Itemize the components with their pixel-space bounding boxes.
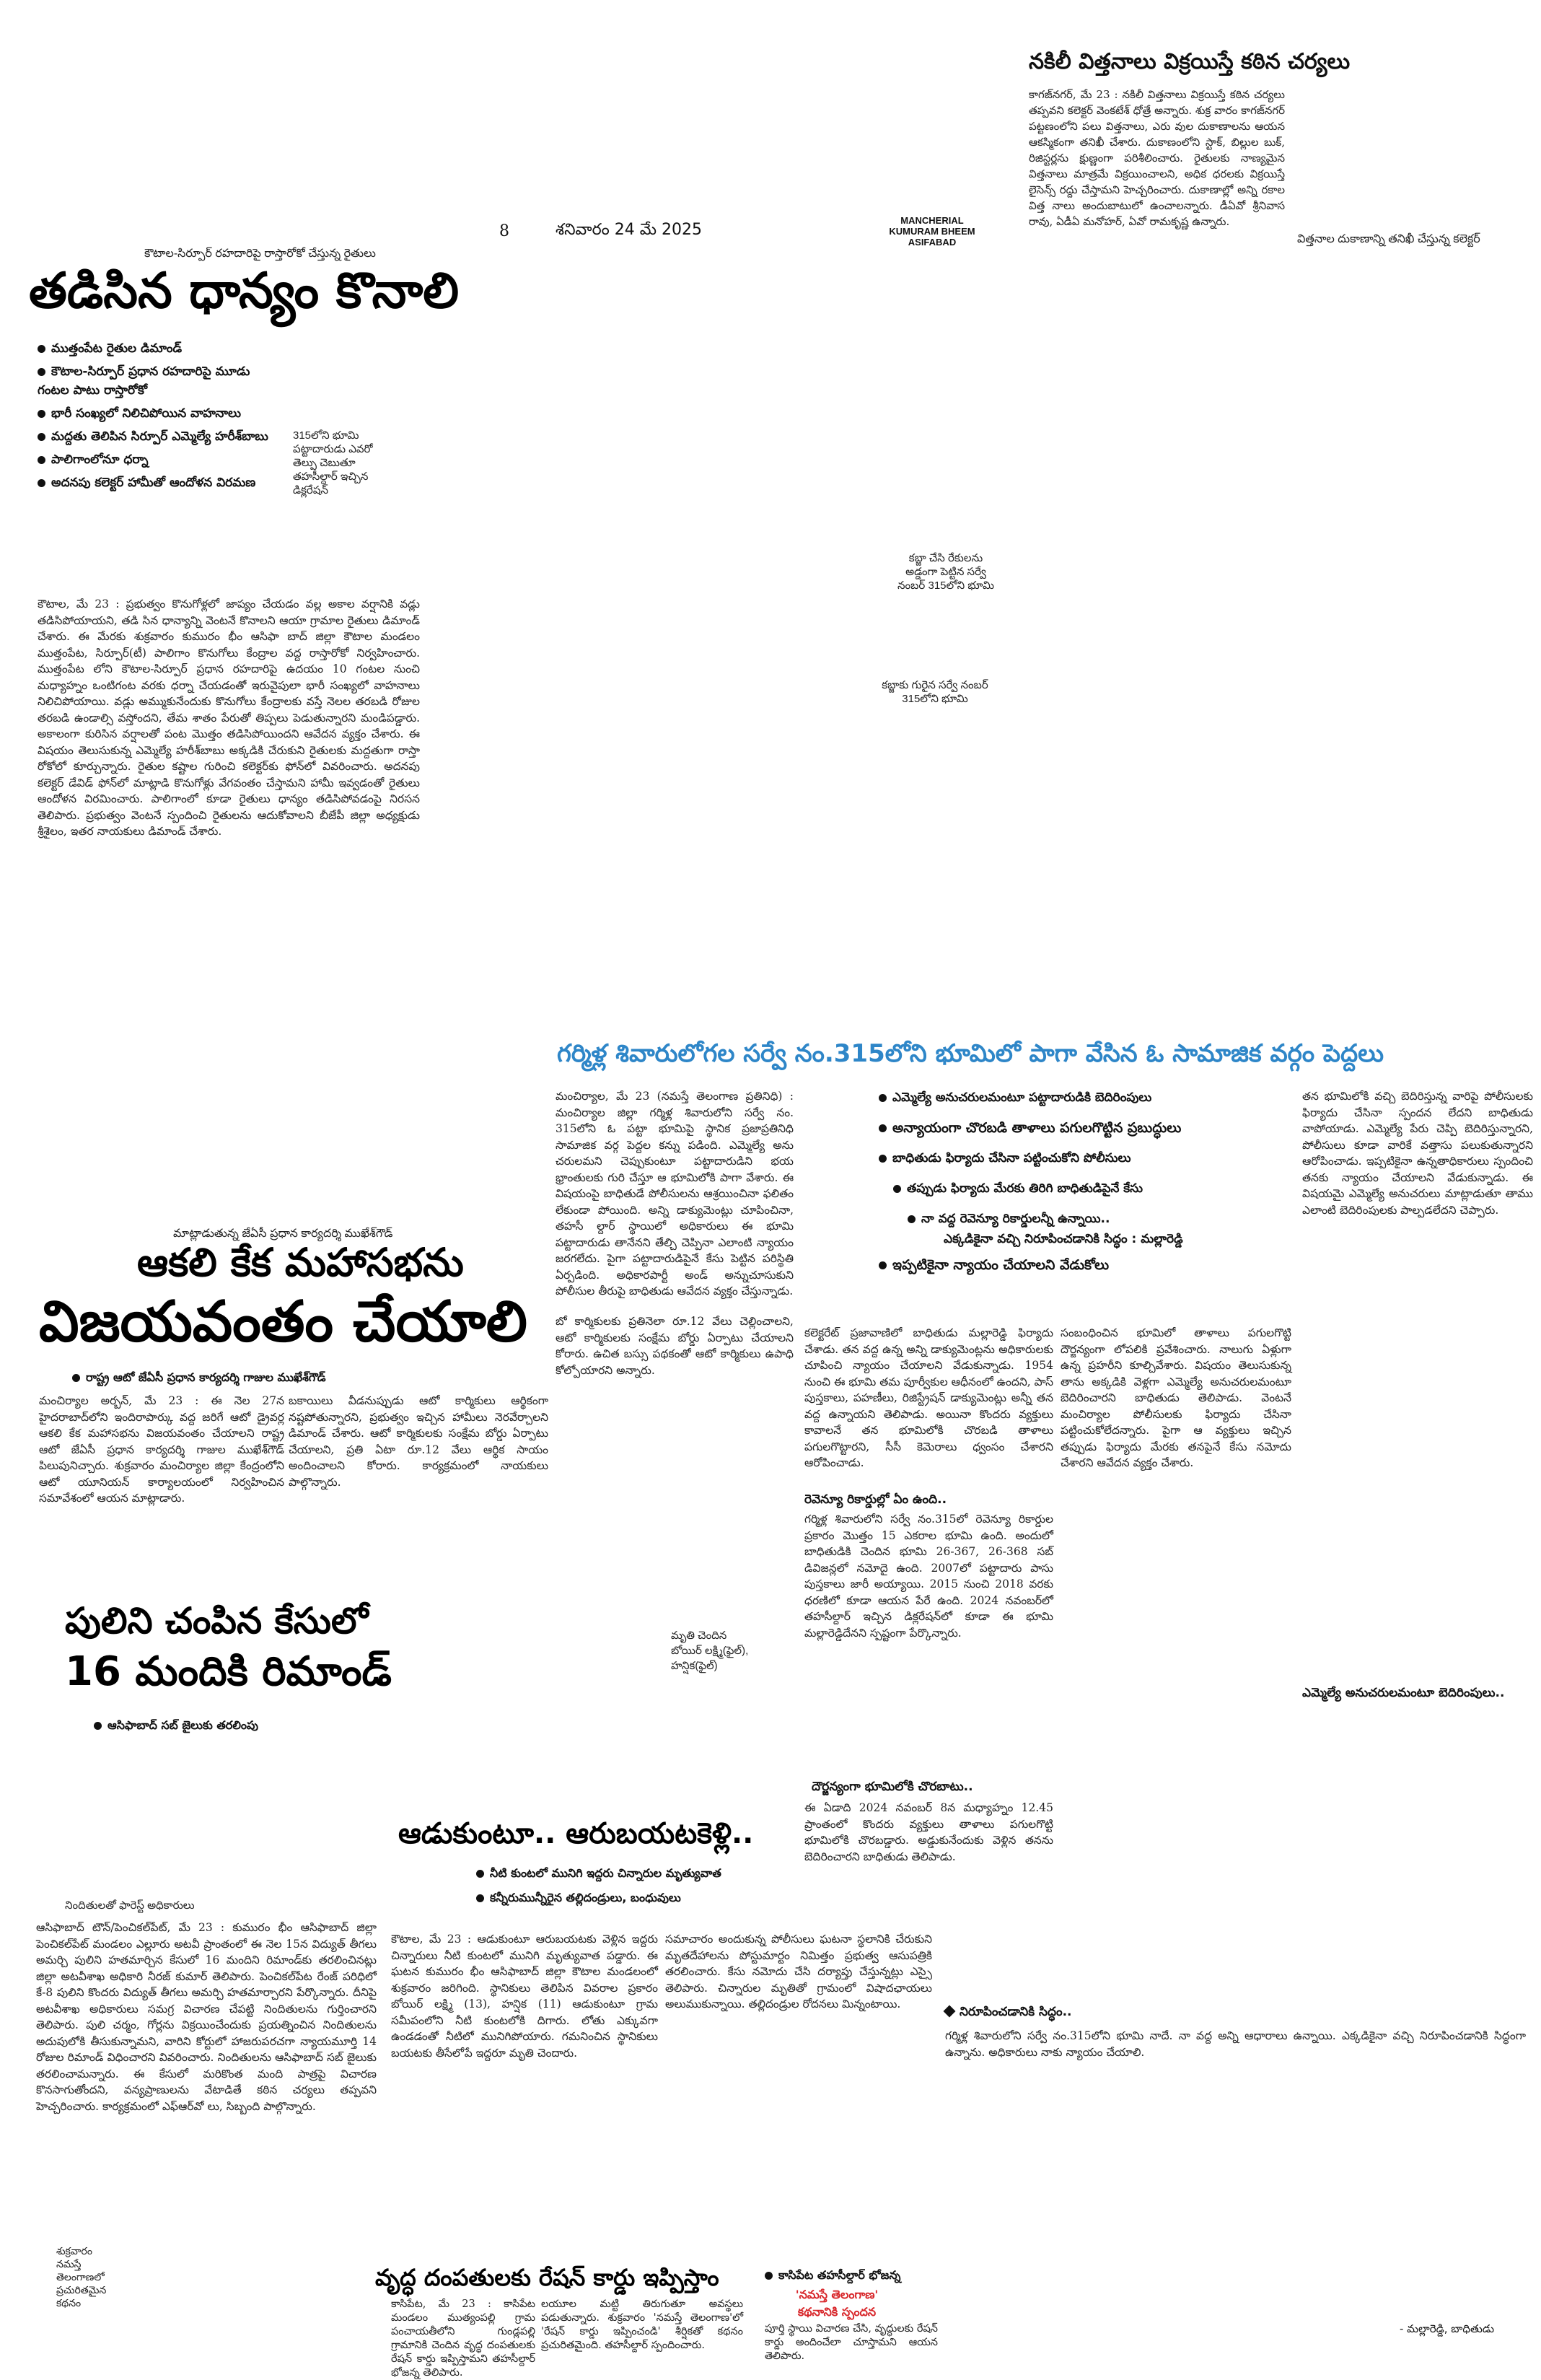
encroached-land-caption-1: కబ్జా చేసి రేకులను అడ్డంగా పెట్టిన సర్వే నంబర్ 315లోని భూమి: [897, 552, 994, 592]
bullet-item: తప్పుడు ఫిర్యాదు మేరకు తిరిగి బాధితుడిపైనే కేసు: [893, 1181, 1268, 1196]
story-seeds-body: కాగజ్‌నగర్, మే 23 : నకిలీ విత్తనాలు విక్రయిస్తే కఠిన చర్యలు తప్పవని కలెక్టర్ వెంకటేశ్ ధోత్రే అన్నారు. శుక్ర వారం కాగజ్‌నగర్ పట్టణంలోని పలు విత్తనాలు, ఎరు వుల దుకాణాలను ఆయన ఆకస్మికంగా తనిఖీ చేశారు. దుకాణంలోని స్టాక్, బిల్లుల బుక్, రిజిస్టర్లను క్షుణ్ణంగా పరిశీలించారు. రైతులకు నాణ్యమైన విత్తనాలు మాత్రమే విక్రయించాలని, అధిక ధరలకు విక్రయిస్తే లైసెన్స్ రద్దు చేస్తామని హెచ్చరించారు. దుకాణాల్లో అన్ని రకాల విత్త నాలు అందుబాటులో ఉంచాలన్నారు. డీఏవో శ్రీనివాస రావు, ఏడీఏ మనోహర్, ఏవో రామకృష్ణ ఉన్నారు.: [1029, 88, 1285, 228]
bullet-item: అన్యాయంగా చొరబడి తాళాలు పగులగొట్టిన ప్రబుద్ధులు: [879, 1120, 1268, 1136]
bullet-item: పాలిగాంలోనూ ధర్నా: [38, 450, 268, 469]
sabha-kicker: మాట్లాడుతున్న జేఏసీ ప్రధాన కార్యదర్శి ముఖేశ్‌గౌడ్: [173, 1228, 393, 1240]
bullet-dot-icon: [879, 1261, 887, 1269]
land-body-col4b: [1302, 1705, 1533, 1921]
land-body-col3: సంబంధించిన భూమిలో తాళాలు పగులగొట్టి దౌర్జన్యంగా లోపలికి ప్రవేశించారు. నాలుగు ఏళ్లుగా ఉన్న ప్రహరీని కూల్చివేశారు. విషయం తెలుసుకున్న తాను అక్కడికి వెళ్లగా ఎమ్మెల్యే అనుచరులమంటూ బెదిరించారని బాధితుడు తెలిపాడు. వెంటనే మంచిర్యాల పోలీసులకు ఫిర్యాదు చేసినా పట్టించుకోలేదన్నారు. పైగా ఆ వ్యక్తులు ఇచ్చిన తప్పుడు ఫిర్యాదు మేరకు తనపైనే కేసు నమోదు చేశారని ఆవేదన వ్యక్తం చేశారు.: [1061, 1326, 1291, 1469]
encroached-land-photo-1: [505, 251, 1010, 677]
land-headline: గర్మిళ్ల శివారులోగల సర్వే నం.315లోని భూమిలో పాగా వేసిన ఓ సామాజిక వర్గం పెద్దలు: [557, 1039, 1384, 1068]
bullet-dot-icon: [908, 1215, 916, 1223]
page-number: 8: [499, 222, 509, 240]
sabha-body-col2: బకాయిలు వీడనుప్పుడు ఆటో కార్మికులు ఆర్థికంగా నష్టపోతున్నారని, ప్రభుత్వం ఇచ్చిన హామీలు నెరవేర్చాలని డిమాండ్ చేశారు. ఆటో కార్మికులకు సంక్షేమ బోర్డు ఏర్పాటు చేయాలని, ప్రతి ఏటా రూ.12 వేలు ఆర్థిక సాయం అందించాలని కోరారు. కార్యక్రమంలో నాయకులు పాల్గొన్నారు.: [289, 1394, 548, 1489]
bullet-dot-icon: [476, 1870, 484, 1878]
bullet-dot-icon: [893, 1185, 901, 1193]
land-body-col2c: ఈ ఏడాది 2024 నవంబర్ 8న మధ్యాహ్నం 12.45 ప్రాంతంలో కొందరు వ్యక్తులు తాళాలు పగులగొట్టి భూమిలోకి చొరబడ్డారు. అడ్డుకునేందుకు వెళ్లిన తనను బెదిరించారని బాధితుడు తెలిపాడు.: [804, 1801, 1053, 1863]
paddy-bullets: [38, 339, 268, 492]
bullet-item: కౌటాల-సిర్పూర్ ప్రధాన రహదారిపై మూడు గంటల పాటు రాస్తారోకో: [38, 364, 250, 398]
bullet-dot-icon: [476, 1894, 484, 1902]
land-body-col2b: గర్మిళ్ల శివారులోని సర్వే నం.315లో రెవెన్యూ రికార్డుల ప్రకారం మొత్తం 15 ఎకరాల భూమి ఉంది. అందులో బాధితుడికి చెందిన భూమి 26-367, 26-368 సబ్ డివిజన్లలో నమోదై ఉంది. 2007లో పట్టాదారు పాసు పుస్తకాలు జారీ అయ్యాయి. 2015 నుంచి 2018 వరకు ధరణిలో కూడా ఆయన పేరే ఉంది. 2024 నవంబర్‌లో తహసీల్దార్ ఇచ్చిన డిక్లరేషన్‌లో కూడా ఈ భూమి మల్లారెడ్డిదేనని స్పష్టంగా పేర్కొన్నారు.: [804, 1513, 1053, 1640]
tiger-body: ఆసిఫాబాద్ టౌన్/పెంచికల్‌పేట్, మే 23 : కుమురం భీం ఆసిఫాబాద్ జిల్లా పెంచికల్‌పేట్ మండలం ఎల్లూరు అటవీ ప్రాంతంలో ఈ నెల 15న విద్యుత్ తీగలు అమర్చి పులిని హతమార్చిన కేసులో 16 మందిని రిమాండ్‌కు తరలించినట్లు జిల్లా అటవీశాఖ అధికారి నీరజ్ కుమార్ తెలిపారు. పెంచికల్‌పేట రేంజ్ పరిధిలో కే-8 పులిని కొందరు విద్యుత్ తీగలు అమర్చి హతమార్చారని పేర్కొన్నారు. దీనిపై అటవీశాఖ అధికారులు సమగ్ర విచారణ చేపట్టి నిందితులను గుర్తించారని తెలిపారు. పులి చర్మం, గోర్లను విక్రయించేందుకు ప్రయత్నించిన నిందితులను అదుపులోకి తీసుకున్నామని, వారిని కోర్టులో హాజరుపరచగా న్యాయమూర్తి 14 రోజుల రిమాండ్ విధించారని వివరించారు. నిందితులను ఆసిఫాబాద్ సబ్ జైలుకు తరలించామన్నారు. ఈ కేసులో మరికొంత మంది పాత్రపై విచారణ కొనసాగుతోందని, వన్యప్రాణులను వేటాడితే కఠిన చర్యలు తప్పవని హెచ్చరించారు. కార్యక్రమంలో ఎఫ్‌ఆర్‌వో లు, సిబ్బంది పాల్గొన్నారు.: [36, 1921, 377, 2113]
paddy-headline: తడిసిన ధాన్యం కొనాలి: [29, 263, 460, 320]
bullet-dot-icon: [38, 368, 45, 376]
paddy-body: కౌటాల, మే 23 : ప్రభుత్వం కొనుగోళ్లలో జాప్యం చేయడం వల్ల అకాల వర్షానికి వడ్లు తడిసిపోయాయని, తడి సిన ధాన్యాన్ని వెంటనే కొనాలని ఆయా గ్రామాల రైతులు డిమాండ్ చేశారు. ఈ మేరకు శుక్రవారం కుమురం భీం ఆసిఫా బాద్ జిల్లా కౌటాల మండలం ముత్తంపేట, సిర్పూర్(టీ) పాలిగాం కొనుగోలు కేంద్రాల వద్ద రాస్తారోకో నిర్వహించారు. ముత్తంపేట లోని కౌటాల-సిర్పూర్ ప్రధాన రహదారిపై ఉదయం 10 గంటల నుంచి మధ్యాహ్నం ఒంటిగంట వరకు ధర్నా చేయడంతో ఇరువైపులా భారీ సంఖ్యలో వాహనాలు నిలిచిపోయాయి. వడ్లు అమ్ముకునేందుకు కొనుగోలు కేంద్రాలకు వస్తే నెలల తరబడి రోజుల తరబడి ఉండాల్సి వస్తోందని, తేమ శాతం పేరుతో తిప్పలు పెడుతున్నారని మండిపడ్డారు. అకాలంగా కురిసిన వర్షాలతో పంట మొత్తం తడిసిపోయిందని ఆవేదన వ్యక్తం చేశారు. ఈ విషయం తెలుసుకున్న ఎమ్మెల్యే హరీశ్‌బాబు అక్కడికి చేరుకుని రైతులకు మద్దతుగా రాస్తా రోకోలో కూర్చున్నారు. రైతుల కష్టాల గురించి కలెక్టర్‌కు ఫోన్‌లో వివరించారు. అదనపు కలెక్టర్ డేవిడ్ ఫోన్‌లో మాట్లాడి కొనుగోళ్లు వేగవంతం చేస్తామని హామీ ఇవ్వడంతో రైతులు ఆందోళన విరమించారు. పాలిగాంలో కూడా రైతులు ధాన్యం తడిసిపోవడంపై నిరసన తెలిపారు. ప్రభుత్వం వెంటనే స్పందించి రైతులను ఆదుకోవాలని బీజేపీ జిల్లా అధ్యక్షుడు శ్రీశైలం, ఇతర నాయకులు డిమాండ్ చేశారు.: [38, 598, 420, 838]
bullet-dot-icon: [879, 1094, 887, 1102]
bullet-item: ముత్తంపేట రైతుల డిమాండ్: [38, 339, 268, 358]
edition-line: KUMURAM BHEEM: [889, 226, 975, 237]
tiger-accused-photo: [29, 1739, 375, 1898]
sabha-headline-1: ఆకలి కేక మహాసభను: [137, 1240, 464, 1285]
ration-body-col1: కాసిపేట, మే 23 : కాసిపేట మండలం ముత్యంపల్లి గ్రామ పంచాయతీలోని గుండ్లపల్లి గ్రామానికి చెందిన వృద్ధ దంపతులకు రేషన్ కార్డు ఇప్పిస్తామని తహసీల్దార్ భోజన్న తెలిపారు.: [391, 2298, 535, 2379]
drown-bullets: [476, 1865, 721, 1906]
bullet-item: ఎక్కడికైనా వచ్చి నిరూపించడానికి సిద్ధం : మల్లారెడ్డి: [944, 1232, 1183, 1246]
edition-line: MANCHERIAL: [900, 215, 964, 226]
bullet-item: బాధితుడు ఫిర్యాదు చేసినా పట్టించుకోని పోలీసులు: [879, 1150, 1268, 1166]
land-body-col1: మంచిర్యాల, మే 23 (నమస్తే తెలంగాణ ప్రతినిధి) : మంచిర్యాల జిల్లా గర్మిళ్ల శివారులోని సర్వే నం. 315లోని ఓ పట్టా భూమిపై స్థానిక ప్రజాప్రతినిధి సామాజిక వర్గ పెద్దల కన్ను పడింది. ఎమ్మెల్యే అను చరులమని చెప్పుకుంటూ పట్టాదారుడిని భయ భ్రాంతులకు గురి చేస్తూ ఆ భూమిలోకి పాగా వేశారు. ఈ విషయంపై బాధితుడే పోలీసులను ఆశ్రయించినా ఫలితం లేకుండా పోయింది. అన్ని డాక్యుమెంట్లు చూపించినా, తహసీ ల్దార్ స్థాయిలో అధికారులు ఈ భూమి పట్టాదారుడు తానేనని తేల్చి చెప్పినా ఎలాంటి న్యాయం జరగలేదు. పైగా పట్టాదారుడిపైనే కేసు పెట్టిన పరిస్థితి ఏర్పడింది. అధికారపార్టీ అండ్ అన్నుచూసుకుని పోలీసుల తీరుపై బాధితుడు ఆవేదన వ్యక్తం చేస్తున్నాడు.: [556, 1090, 794, 1298]
bullet-dot-icon: [38, 479, 45, 487]
bullet-dot-icon: [38, 410, 45, 418]
land-body-col2: కలెక్టరేట్ ప్రజావాణిలో బాధితుడు మల్లారెడ్డి ఫిర్యాదు చేశాడు. తన వద్ద ఉన్న అన్ని డాక్యుమెంట్లను అధికారులకు చూపించి న్యాయం చేయాలని వేడుకున్నాడు. 1954 నుంచి ఈ భూమి తమ పూర్వీకుల ఆధీనంలో ఉందని, పాస్ పుస్తకాలు, పహణీలు, రిజిస్ట్రేషన్ డాక్యుమెంట్లు అన్నీ తన వద్ద ఉన్నాయని తెలిపాడు. అయినా కొందరు వ్యక్తులు కావాలనే తన భూమిలోకి చొరబడి తాళాలు పగులగొట్టారని, సీసీ కెమెరాలు ధ్వంసం చేశారని ఆరోపించాడు.: [804, 1326, 1053, 1469]
land-bullets: [879, 1090, 1268, 1273]
tiger-bullet: ఆసిఫాబాద్ సబ్ జైలుకు తరలింపు: [94, 1716, 258, 1735]
bullet-item: అదనపు కలెక్టర్ హామీతో ఆందోళన విరమణ: [38, 473, 268, 492]
drown-headline: ఆడుకుంటూ.. ఆరుబయటకెళ్లి..: [398, 1817, 754, 1850]
bullet-item: కన్నీరుమున్నీరైన తల్లిదండ్రులు, బంధువులు: [476, 1890, 721, 1906]
paddy-kicker: కౌటాల-సిర్పూర్ రహదారిపై రాస్తారోకో చేస్తున్న రైతులు: [144, 248, 376, 260]
drowned-girls-caption: మృతి చెందిన బోయిర్ లక్ష్మి(ఫైల్), హన్షిక(ఫైల్): [671, 1629, 749, 1672]
bullet-item: ఇప్పటికైనా న్యాయం చేయాలని వేడుకోలు: [879, 1257, 1268, 1273]
sabha-body-col3: బో కార్మికులకు ప్రతినెలా రూ.12 వేలు చెల్లించాలని, ఆటో కార్మికులకు సంక్షేమ బోర్డు ఏర్పాటు చేయాలని కోరారు. ఉచిత బస్సు పథకంతో ఆటో కార్మికులు ఉపాధి కోల్పోయారని అన్నారు.: [556, 1315, 794, 1377]
paddy-photo: [22, 36, 483, 245]
bullet-item: మద్దతు తెలిపిన సిర్పూర్ ఎమ్మెల్యే హరీశ్‌బాబు: [38, 427, 268, 446]
sabha-headline-2: విజయవంతం చేయాలి: [39, 1290, 527, 1355]
bullet-dot-icon: [879, 1155, 887, 1163]
ration-tag-2: కథనానికి స్పందన: [797, 2305, 877, 2319]
sabha-body-col1: మంచిర్యాల అర్బన్, మే 23 : ఈ నెల 27న హైదరాబాద్‌లోని ఇందిరాపార్కు వద్ద జరిగే ఆటో డ్రైవర్ల ఆకలి కేక మహాసభను విజయవంతం చేయాలని రాష్ట్ర ఆటో జేఏసీ ప్రధాన కార్యదర్శి గాజుల ముఖేశ్‌గౌడ్ పిలుపునిచ్చారు. శుక్రవారం మంచిర్యాల జిల్లా కేంద్రంలోని ఆటో యూనియన్ కార్యాలయంలో నిర్వహించిన సమావేశంలో ఆయన మాట్లాడారు.: [39, 1394, 284, 1505]
drown-body-col2: సమాచారం అందుకున్న పోలీసులు ఘటనా స్థలానికి చేరుకుని మృతదేహాలను పోస్టుమార్టం నిమిత్తం ప్రభుత్వ ఆసుపత్రికి తరలించారు. కేసు నమోదు చేసి దర్యాప్తు చేస్తున్నట్లు ఎస్సై తెలిపారు. చిన్నారుల మృతితో గ్రామంలో విషాదఛాయలు అలుముకున్నాయి. తల్లిదండ్రుల రోదనలు మిన్నంటాయి.: [665, 1933, 932, 2011]
encroached-land-caption-2: కబ్జాకు గురైన సర్వే నంబర్ 315లోని భూమి: [882, 679, 988, 705]
ration-tag-1: 'నమస్తే తెలంగాణ': [795, 2288, 879, 2301]
land-subhead-entry: దౌర్జన్యంగా భూమిలోకి చొరబాటు..: [812, 1780, 973, 1794]
bullet-dot-icon: [879, 1124, 887, 1132]
seeds-photo-caption: విత్తనాల దుకాణాన్ని తనిఖీ చేస్తున్న కలెక్టర్: [1297, 233, 1480, 245]
story-seeds-headline: నకిలీ విత్తనాలు విక్రయిస్తే కఠిన చర్యలు: [1029, 49, 1351, 74]
land-body-col4: తన భూమిలోకి వచ్చి బెదిరిస్తున్న వారిపై పోలీసులకు ఫిర్యాదు చేసినా స్పందన లేదని బాధితుడు వాపోయాడు. ఎమ్మెల్యే పేరు చెప్పి బెదిరిస్తున్నారని, పోలీసులు కూడా వారికే వత్తాసు పలుకుతున్నారని ఆరోపించాడు. ఇప్పటికైనా ఉన్నతాధికారులు స్పందించి తనకు న్యాయం చేయాలని వేడుకున్నాడు. ఈ విషయమై ఎమ్మెల్యే అనుచరులు మాట్లాడుతూ తాము ఎలాంటి బెదిరింపులకు పాల్పడలేదని చెప్పారు.: [1302, 1090, 1533, 1217]
bullet-dot-icon: [72, 1374, 80, 1382]
land-subhead-revenue: రెవెన్యూ రికార్డుల్లో ఏం ఉంది..: [804, 1492, 947, 1507]
land-subhead-ready: నిరూపించడానికి సిద్ధం..: [945, 2005, 1071, 2022]
bullet-item: ఎమ్మెల్యే అనుచరులమంటూ పట్టాదారుడికి బెదిరింపులు: [879, 1090, 1268, 1106]
land-subhead-mla: ఎమ్మెల్యే అనుచరులమంటూ బెదిరింపులు..: [1302, 1686, 1505, 1700]
ration-body-col2: లయూల మట్టి తిరుగుతూ అవస్థలు పడుతున్నారు. శుక్రవారం 'నమస్తే తెలంగాణ'లో 'రేషన్ కార్డు ఇప్పించండి' శీర్షికతో కథనం ప్రచురితమైంది. తహసీల్దార్ స్పందించారు.: [541, 2298, 743, 2351]
seeds-photo: [1296, 87, 1527, 247]
bullet-item: భారీ సంఖ్యలో నిలిచిపోయిన వాహనాలు: [38, 404, 268, 423]
page-date: శనివారం 24 మే 2025: [556, 221, 703, 239]
land-quote-attribution: - మల్లారెడ్డి, బాధితుడు: [1400, 2322, 1495, 2335]
bullet-dot-icon: [38, 433, 45, 441]
edition-label: [882, 215, 983, 248]
bullet-dot-icon: [38, 345, 45, 353]
tiger-kicker: నిందితులతో ఫారెస్ట్ అధికారులు: [65, 1899, 195, 1912]
tiger-headline-1: పులిని చంపిన కేసులో: [65, 1600, 369, 1642]
edition-line: ASIFABAD: [908, 237, 957, 248]
sabha-photo: [22, 1039, 548, 1227]
land-body-bottom: గర్మిళ్ల శివారులోని సర్వే నం.315లోని భూమి నాదే. నా వద్ద అన్ని ఆధారాలు ఉన్నాయి. ఎక్కడికైనా వచ్చి నిరూపించడానికి సిద్ధంగా ఉన్నాను. అధికారులు నాకు న్యాయం చేయాలి.: [945, 2029, 1526, 2059]
tiger-headline-2: 16 మందికి రిమాండ్: [65, 1648, 392, 1695]
bullet-item: నా వద్ద రెవెన్యూ రికార్డులన్నీ ఉన్నాయి..: [908, 1211, 1268, 1227]
bullet-dot-icon: [765, 2272, 773, 2280]
diamond-icon: [944, 2005, 956, 2018]
encroached-land-photo-2: [1022, 260, 1527, 722]
land-declaration-caption: 315లోని భూమి పట్టాదారుడు ఎవరో తెల్పు చెబుతూ తహసీల్దార్ ఇచ్చిన డిక్లరేషన్: [293, 429, 373, 496]
ration-bullet: కాసిపేట తహసీల్దార్ భోజన్న: [765, 2266, 900, 2285]
drown-body-col1: కౌటాల, మే 23 : ఆడుకుంటూ ఆరుబయటకు వెళ్లిన ఇద్దరు చిన్నారులు నీటి కుంటలో మునిగి మృత్యువాత పడ్డారు. ఈ ఘటన కుమురం భీం ఆసిఫాబాద్ జిల్లా కౌటాల మండలంలో శుక్రవారం జరిగింది. స్థానికులు తెలిపిన వివరాల ప్రకారం బోయిర్ లక్ష్మి (13), హన్షిక (11) ఆడుకుంటూ గ్రామ సమీపంలోని నీటి కుంటలోకి దిగారు. లోతు ఎక్కువగా ఉండడంతో నీటిలో మునిగిపోయారు. గమనించిన స్థానికులు బయటకు తీసేలోపే ఇద్దరూ మృతి చెందారు.: [391, 1933, 658, 2060]
sabha-bullet: రాష్ట్ర ఆటో జేఏసీ ప్రధాన కార్యదర్శి గాజుల ముఖేశ్‌గౌడ్: [72, 1368, 326, 1387]
ration-body-col3: పూర్తి స్థాయి విచారణ చేసి, వృద్ధులకు రేషన్ కార్డు అందించేలా చూస్తామని ఆయన తెలిపారు.: [765, 2323, 938, 2362]
bullet-dot-icon: [38, 456, 45, 464]
bullet-item: నీటి కుంటలో మునిగి ఇద్దరు చిన్నారుల మృత్యువాత: [476, 1865, 721, 1881]
ration-headline: వృద్ధ దంపతులకు రేషన్ కార్డు ఇప్పిస్తాం: [375, 2264, 719, 2291]
tiger-clipping-caption: శుక్రవారం నమస్తే తెలంగాణలో ప్రచురితమైన కథనం: [56, 2245, 107, 2309]
bullet-dot-icon: [94, 1722, 102, 1730]
